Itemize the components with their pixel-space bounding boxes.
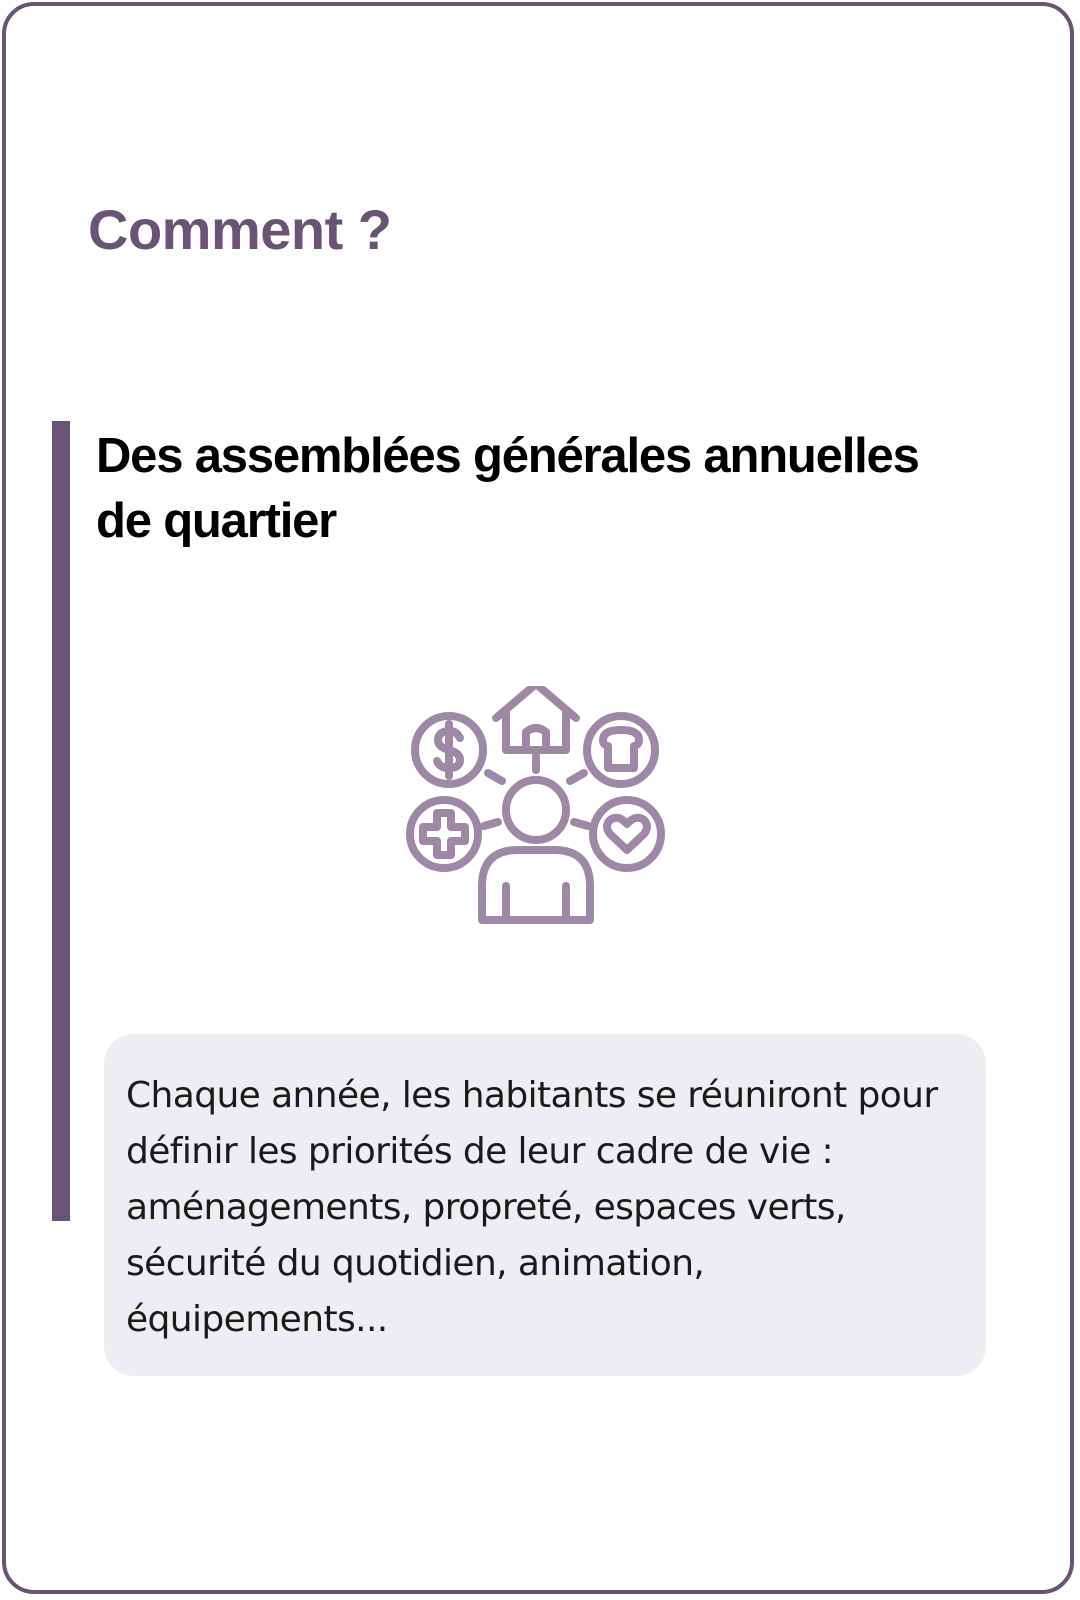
heading-line-1: Des assemblées générales annuelles xyxy=(96,429,919,483)
dollar-icon xyxy=(415,716,483,784)
health-plus-icon xyxy=(410,800,478,868)
description-box xyxy=(104,1034,986,1376)
heading-line-2: de quartier xyxy=(96,494,337,548)
bread-icon xyxy=(587,716,655,784)
house-icon xyxy=(496,686,576,750)
accent-bar xyxy=(52,421,70,1221)
description-text: Chaque année, les habitants se réuniront pour définir les priorités de leur cadre de vie : aménagements, propreté, espaces verts, sécurité du quotidien, animation, équipements... xyxy=(126,1075,938,1340)
info-card xyxy=(2,2,1074,1594)
community-needs-icon xyxy=(406,686,686,956)
section-heading xyxy=(96,424,956,554)
heart-icon xyxy=(593,800,661,868)
question-title: Comment ? xyxy=(88,198,392,261)
person-icon xyxy=(482,780,590,920)
